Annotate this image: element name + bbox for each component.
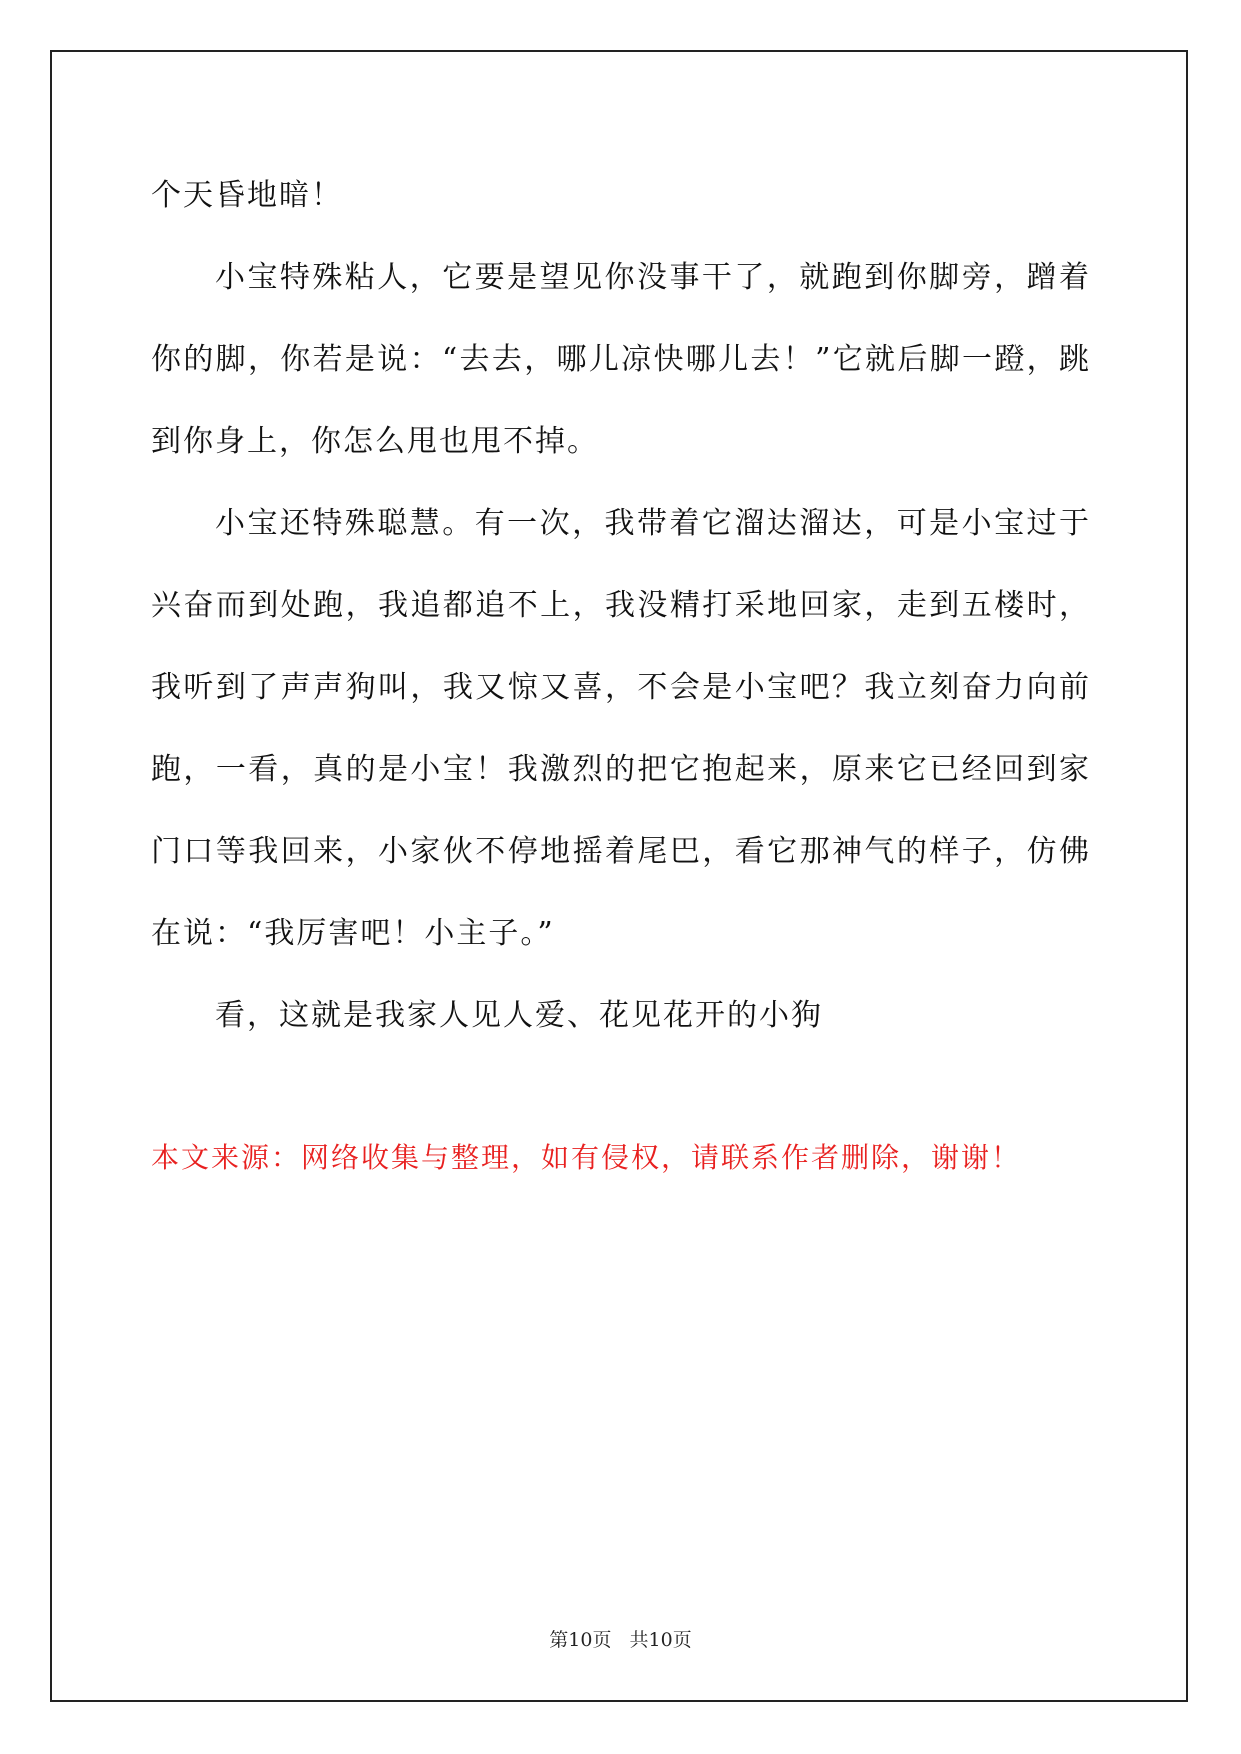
source-notice: 本文来源：网络收集与整理，如有侵权，请联系作者删除，谢谢！ [151,1141,1022,1174]
document-body [151,155,1091,1057]
paragraph-3: 小宝还特殊聪慧。有一次，我带着它溜达溜达，可是小宝过于兴奋而到处跑，我追都追不上，我没精打采地回家，走到五楼时，我听到了声声狗叫，我又惊又喜，不会是小宝吧？我立刻奋力向前跑，一看，真的是小宝！我激烈的把它抱起来，原来它已经回到家门口等我回来，小家伙不停地摇着尾巴，看它那神气的样子，仿佛在说：“我厉害吧！小主子。” [151,506,1091,951]
paragraph-1: 个天昏地暗！ [151,178,343,213]
paragraph-2: 小宝特殊粘人，它要是望见你没事干了，就跑到你脚旁，蹭着你的脚，你若是说：“去去，哪儿凉快哪儿去！”它就后脚一蹬，跳到你身上，你怎么甩也甩不掉。 [151,260,1091,459]
page-number: 第10页 [549,1629,612,1651]
paragraph-4: 看，这就是我家人见人爱、花见花开的小狗 [215,998,823,1033]
page-footer [0,1625,1241,1652]
page-total: 共10页 [629,1629,692,1651]
